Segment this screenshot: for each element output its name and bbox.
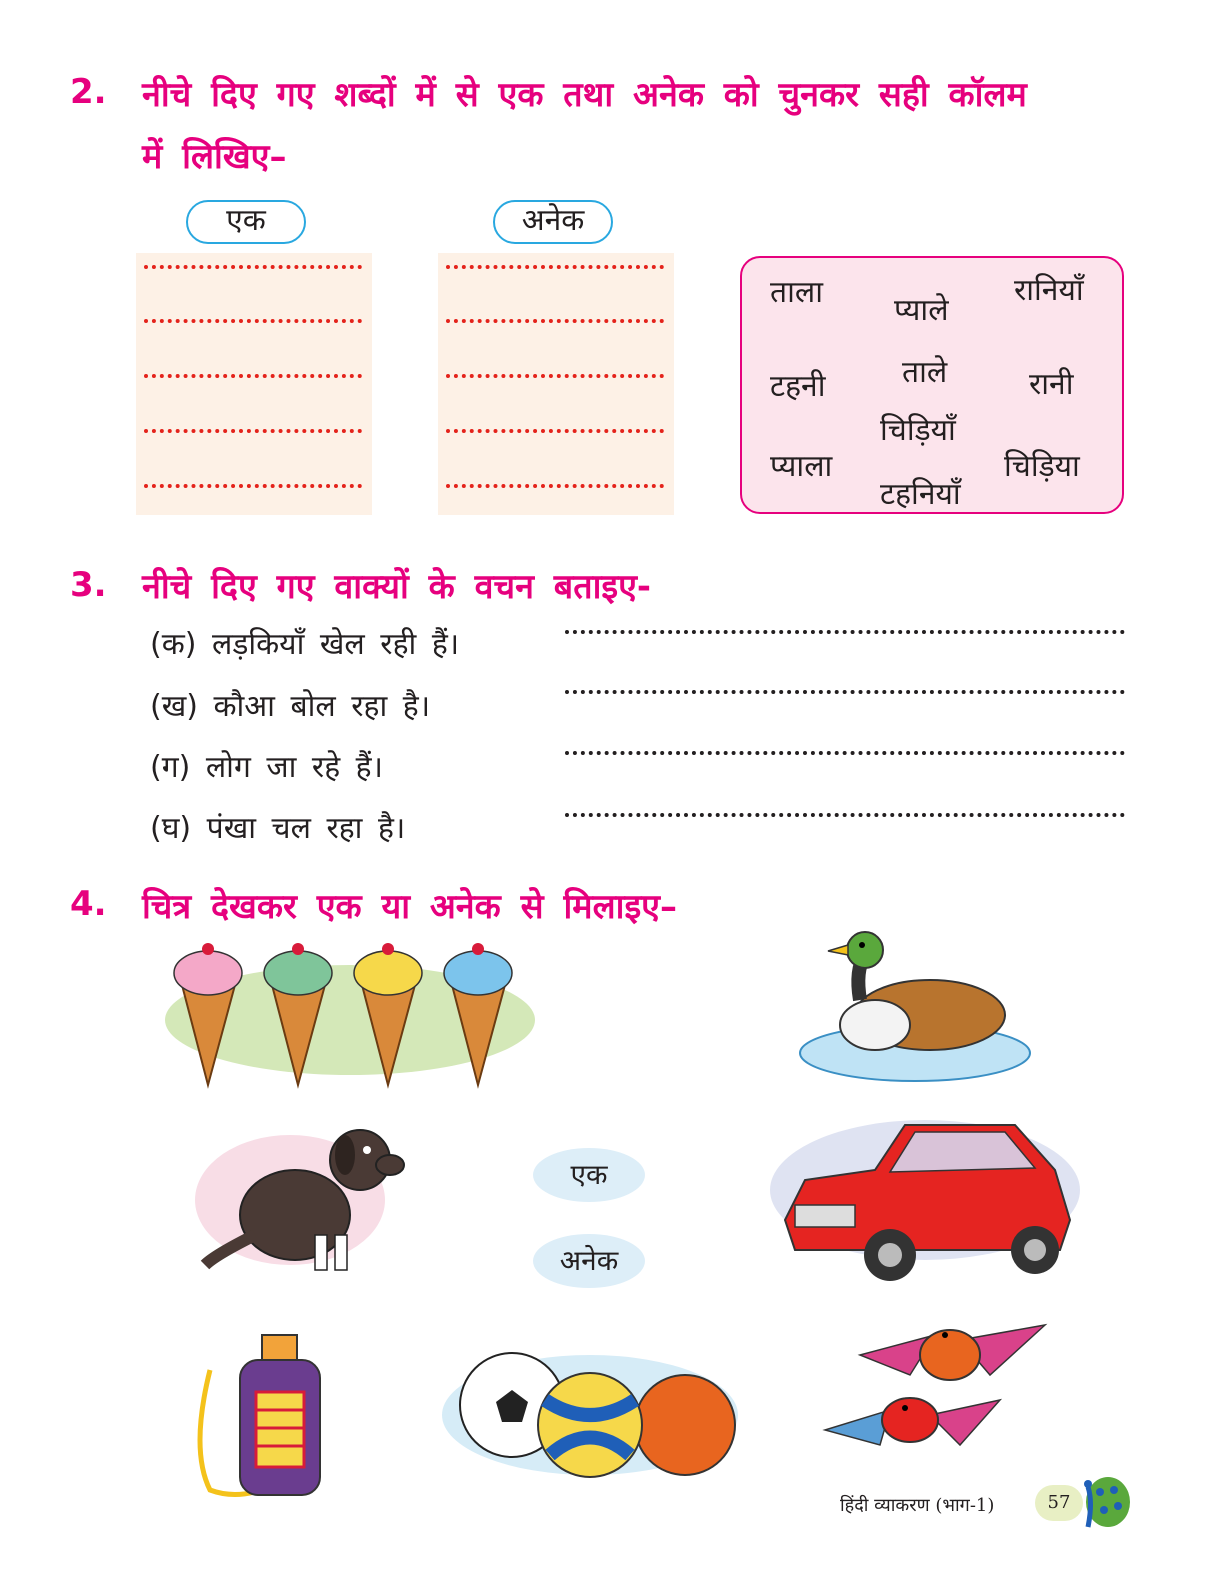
option-anek-bubble[interactable]: अनेक — [533, 1234, 645, 1288]
word-item: रानी — [1029, 367, 1074, 402]
answer-line[interactable] — [446, 484, 664, 488]
word-item: चिड़िया — [1004, 449, 1080, 484]
sentence-ga: (ग) लोग जा रहे हैं। — [150, 750, 383, 785]
q4-number: 4. — [70, 884, 107, 924]
ice-cream-cones-picture[interactable] — [160, 935, 540, 1090]
word-item: टहनी — [770, 369, 826, 404]
q2-title-line2: में लिखिए– — [142, 137, 287, 177]
q3-title: नीचे दिए गए वाक्यों के वचन बताइए- — [142, 567, 652, 607]
answer-line[interactable] — [144, 265, 362, 269]
q2-number: 2. — [70, 72, 107, 112]
col-ek-label: एक — [186, 200, 306, 244]
answer-line[interactable] — [446, 429, 664, 433]
balls-picture[interactable] — [440, 1340, 740, 1485]
word-item: रानियाँ — [1014, 273, 1084, 308]
answer-line[interactable] — [565, 751, 1125, 755]
word-item: टहनियाँ — [880, 477, 961, 512]
answer-line[interactable] — [446, 374, 664, 378]
q2-title-line1: नीचे दिए गए शब्दों में से एक तथा अनेक को चुनकर सही कॉलम — [142, 75, 1027, 115]
duck-picture[interactable] — [790, 925, 1035, 1085]
answer-line[interactable] — [446, 265, 664, 269]
dog-picture[interactable] — [195, 1115, 415, 1280]
word-item: ताले — [902, 355, 948, 390]
birds-picture[interactable] — [820, 1300, 1055, 1455]
answer-line[interactable] — [565, 630, 1125, 634]
q4-title: चित्र देखकर एक या अनेक से मिलाइए– — [142, 887, 677, 927]
answer-line[interactable] — [565, 813, 1125, 817]
flask-picture[interactable] — [190, 1330, 340, 1505]
answer-line[interactable] — [144, 429, 362, 433]
option-ek-bubble[interactable]: एक — [533, 1148, 645, 1202]
word-item: प्याला — [770, 449, 833, 484]
book-title: हिंदी व्याकरण (भाग-1) — [840, 1495, 995, 1516]
answer-line[interactable] — [144, 319, 362, 323]
q3-number: 3. — [70, 565, 107, 605]
peacock-icon — [1078, 1472, 1133, 1532]
ek-answer-column[interactable] — [136, 253, 372, 515]
word-box — [740, 256, 1124, 514]
sentence-gha: (घ) पंखा चल रहा है। — [150, 811, 406, 846]
anek-answer-column[interactable] — [438, 253, 674, 515]
answer-line[interactable] — [144, 374, 362, 378]
word-item: प्याले — [894, 293, 949, 328]
word-item: चिड़ियाँ — [880, 413, 956, 448]
word-item: ताला — [770, 275, 823, 310]
sentence-kha: (ख) कौआ बोल रहा है। — [150, 689, 431, 724]
sentence-ka: (क) लड़कियाँ खेल रही हैं। — [150, 627, 460, 662]
answer-line[interactable] — [446, 319, 664, 323]
col-anek-label: अनेक — [493, 200, 613, 244]
page-number: 57 — [1035, 1485, 1083, 1521]
answer-line[interactable] — [144, 484, 362, 488]
car-picture[interactable] — [765, 1110, 1080, 1290]
answer-line[interactable] — [565, 690, 1125, 694]
